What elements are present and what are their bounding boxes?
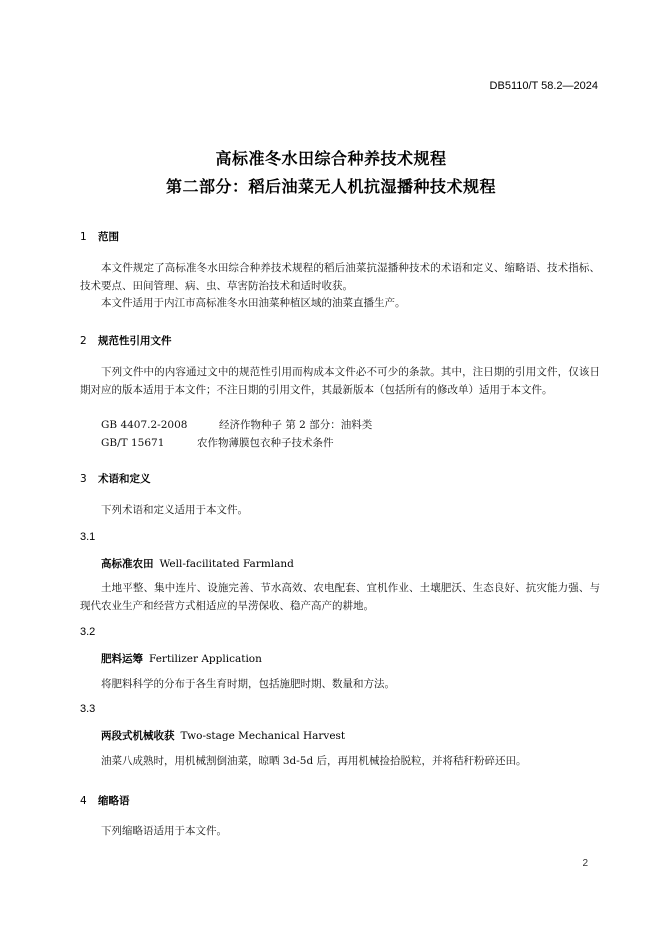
term-english: Well-facilitated Farmland <box>159 558 294 570</box>
term-chinese: 高标准农田 <box>101 558 154 570</box>
term-definition: 将肥料科学的分布于各生育时期，包括施肥时期、数量和方法。 <box>101 678 395 690</box>
section-number: 1 <box>80 231 87 243</box>
section-3-intro: 下列术语和定义适用于本文件。 <box>101 504 248 516</box>
section-title: 缩略语 <box>98 795 130 807</box>
section-1-paragraph-2: 本文件适用于内江市高标准冬水田油菜种植区域的油菜直播生产。 <box>101 297 406 309</box>
section-2-paragraph-1: 下列文件中的内容通过文中的规范性引用而构成本文件必不可少的条款。其中，注日期的引用文件，仅该日期对应的版本适用于本文件；不注日期的引用文件，其最新版本（包括所有的修改单）适用于本文件。 <box>80 366 600 396</box>
term-chinese: 两段式机械收获 <box>101 730 175 742</box>
section-1-paragraph-1: 本文件规定了高标准冬水田综合种养技术规程的稻后油菜抗湿播种技术的术语和定义、缩略语、技术指标、技术要点、田间管理、病、虫、草害防治技术和适时收获。 <box>80 262 600 292</box>
section-number: 2 <box>80 335 87 347</box>
page-number: 2 <box>582 858 588 869</box>
reference-item <box>101 417 372 432</box>
reference-title: 农作物薄膜包衣种子技术条件 <box>197 437 334 449</box>
section-title: 规范性引用文件 <box>98 335 172 347</box>
document-subtitle: 第二部分：稻后油菜无人机抗湿播种技术规程 <box>165 177 496 196</box>
section-2-heading <box>80 333 172 348</box>
term-english: Two-stage Mechanical Harvest <box>180 730 346 742</box>
term-heading <box>101 556 294 571</box>
term-definition: 土地平整、集中连片、设施完善、节水高效、农电配套、宜机作业、土壤肥沃、生态良好、抗灾能力强、与现代农业生产和经营方式相适应的旱涝保收、稳产高产的耕地。 <box>80 582 600 612</box>
section-3-heading <box>80 471 151 486</box>
document-number: DB5110/T 58.2—2024 <box>489 80 598 92</box>
term-english: Fertilizer Application <box>149 653 262 665</box>
document-title: 高标准冬水田综合种养技术规程 <box>215 149 447 168</box>
section-title: 范围 <box>98 231 119 243</box>
term-number: 3.2 <box>80 626 96 638</box>
term-heading <box>101 651 262 666</box>
section-1-heading <box>80 229 119 244</box>
reference-title: 经济作物种子 第 2 部分：油料类 <box>219 419 373 431</box>
section-4-heading <box>80 793 130 808</box>
section-number: 3 <box>80 473 87 485</box>
section-title: 术语和定义 <box>98 473 151 485</box>
term-number: 3.1 <box>80 531 96 543</box>
term-number: 3.3 <box>80 703 96 715</box>
term-definition: 油菜八成熟时，用机械割倒油菜，晾晒 3d-5d 后，再用机械捡拾脱粒，并将秸秆粉碎还田。 <box>101 755 527 767</box>
term-chinese: 肥料运筹 <box>101 653 143 665</box>
section-number: 4 <box>80 795 87 807</box>
section-4-intro: 下列缩略语适用于本文件。 <box>101 825 227 837</box>
reference-item <box>101 435 334 450</box>
reference-code: GB 4407.2-2008 <box>101 419 188 431</box>
reference-code: GB/T 15671 <box>101 437 165 449</box>
term-heading <box>101 728 345 743</box>
